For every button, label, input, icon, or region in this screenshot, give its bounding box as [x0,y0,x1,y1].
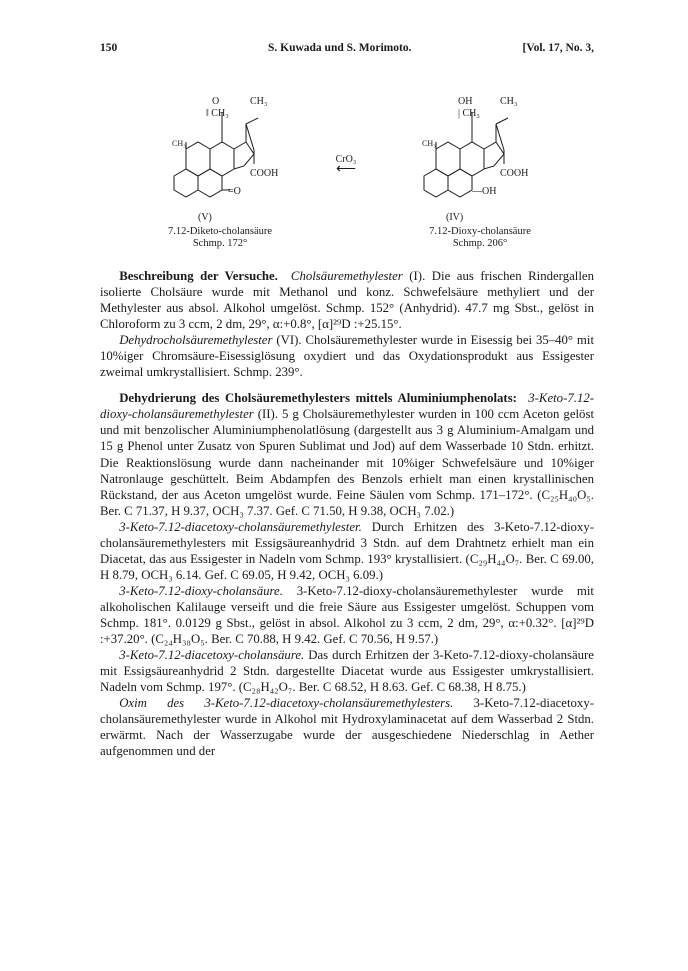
paragraph-dehydrocholsaeure [100,332,594,380]
running-header [100,42,594,58]
oh-label: —OH [472,186,497,197]
ch3-mid: ‖ CH₃ [206,108,229,119]
paragraph-body: (I). Die aus frischen Rindergallen isolierte Cholsäure wurde mit Methanol und konz. Schwefelsäure methyliert und der Methylester aus absol. Alkohol umgelöst. Schmp. 152° (Anhydrid). 47.7 mg Sbst., gelöst in Chloroform zu 3 ccm, 2 dm, 29°, α:+0.8°, [α]²⁹D :+25.15°. [100,269,594,332]
compound-number: (IV) [446,212,464,223]
reagent-label: CrO₃ [335,154,357,165]
body-text [100,268,594,759]
structure-dioxy [400,92,550,222]
structure-dioxy-drawing [400,92,550,222]
section-heading: Dehydrierung des Cholsäuremethylesters mittels Aluminiumphenolats: [119,391,517,406]
paragraph-diacetoxy-saeure [100,647,594,695]
paragraph-diacetoxy-ester [100,519,594,583]
cooh-label: COOH [500,168,529,179]
paragraph-cholsaeuremethylester [100,268,594,332]
paragraph-oxim [100,695,594,759]
paragraph-body: 3-Keto-7.12-diacetoxy-cholansäuremethylester wurde in Alkohol mit Hydroxylaminacetat auf dem Wasserbad 2 Stdn. erwärmt. Nach der Wasserzugabe wurde der ausgeschiedene Niederschlag in Aether aufgenommen und der [100,696,594,759]
page-number: 150 [100,42,118,54]
compound-name: 7.12-Dioxy-cholansäure [429,226,531,237]
ch3-top: CH₃ [500,96,518,107]
compound-title: 3-Keto-7.12-diacetoxy-cholansäure. [119,648,305,663]
compound-title: Cholsäuremethylester [290,269,403,283]
compound-number: (V) [198,212,212,223]
compound-title: 3-Keto-7.12-dioxy-cholansäure. [119,583,283,598]
structure-diketo-drawing [150,92,290,222]
compound-title: 3-Keto-7.12-diacetoxy-cholansäuremethylester. [119,519,362,534]
keto-o-label: =O [228,186,241,197]
keto-o-top: O [212,96,220,107]
compound-name: 7.12-Diketo-cholansäure [167,226,273,237]
ch3-top: CH₃ [250,96,268,107]
compound-title: Dehydrocholsäuremethylester [119,333,273,348]
melting-point: Schmp. 172° [192,238,248,249]
header-authors: S. Kuwada und S. Morimoto. [268,42,412,54]
structure-diketo [150,92,290,222]
paragraph-body: 3-Keto-7.12-dioxy-cholansäuremethylester wurde mit alkoholischen Kalilauge verseift und die freie Säure aus Essigester umgelöst. Schuppen vom Schmp. 181°. 0.0129 g Sbst., gelöst in absol. Alkohol zu 3 ccm, 2 dm, 29°, α:+0.32°. [α]²⁹D :+37.20°. (C₂₄H₃₈O₅. Ber. C 70.88, H 9.42. Gef. C 70.56, H 9.57.) [100,583,594,647]
paragraph-body: (VI). Cholsäuremethylester wurde in Eisessig bei 35–40° mit 10%iger Chromsäure-Eisessiglösung oxydiert und das Oxydationsprodukt aus Essigester zweimal umkrystallisiert. Schmp. 239°. [100,333,594,380]
arrow-left-icon: ⟵ [335,162,357,177]
melting-point: Schmp. 206° [452,238,508,249]
paragraph-body: (II). 5 g Cholsäuremethylester wurden in 100 ccm Aceton gelöst und mit benzolischer Aluminiumphenolatlösung (dargestellt aus 3 g Aluminium-Amalgam und 15 g Phenol unter Zusatz von Spuren Sublimat und Jod) auf dem Wasserbade 10 Stdn. erhitzt. Die Reaktionslösung wurde dann nacheinander mit 10%iger Schwefelsäure und 10%iger Natronlauge geschüttelt. Beim Abdampfen des Benzols erhielt man einen krystallinischen Rückstand, der aus Aceton umgelöst wurde. Feine Säulen vom Schmp. 171–172°. (C₂₅H₄₀O₅. Ber. C 71.37, H 9.37, OCH₃ 7.37. Gef. C 71.50, H 9.38, OCH₃ 7.02.) [100,407,594,518]
oh-top: OH [458,96,473,107]
ch3-ring: CH₃ [422,139,436,148]
caption-dioxy [380,226,580,250]
header-volume: [Vol. 17, No. 3, [522,42,594,54]
reaction-arrow [320,154,372,175]
paragraph-body: Durch Erhitzen des 3-Keto-7.12-dioxy-cholansäuremethylesters mit Essigsäureanhydrid 3 Stdn. auf dem Drahtnetz erhielt man ein Diacetat, das aus Essigester in Nadeln vom Schmp. 193° krystallisiert. (C₂₉H₄₄O₇. Ber. C 69.00, H 8.79, OCH₃ 6.14. Gef. C 69.05, H 9.42, OCH₃ 6.09.) [100,519,594,582]
paragraph-dioxy-saeure [100,583,594,647]
section-heading: Beschreibung der Versuche. [119,269,278,283]
compound-title: 3-Keto-7.12-dioxy-cholansäuremethylester [100,391,594,422]
caption-diketo [120,226,320,250]
ch3-ring: CH₃ [172,139,186,148]
ch3-mid: | CH₃ [458,108,480,119]
compound-title: Oxim des 3-Keto-7.12-diacetoxy-cholansäuremethylesters. [119,696,454,711]
paragraph-dehydrierung [100,390,594,518]
cooh-label: COOH [250,168,279,179]
paragraph-body: Das durch Erhitzen der 3-Keto-7.12-dioxy-cholansäure mit Essigsäureanhydrid 2 Stdn. dargestellte Diacetat wurde aus Essigester umkrystallisiert. Nadeln vom Schmp. 197°. (C₂₈H₄₂O₇. Ber. C 68.52, H 8.63. Gef. C 68.38, H 8.75.) [100,648,594,695]
